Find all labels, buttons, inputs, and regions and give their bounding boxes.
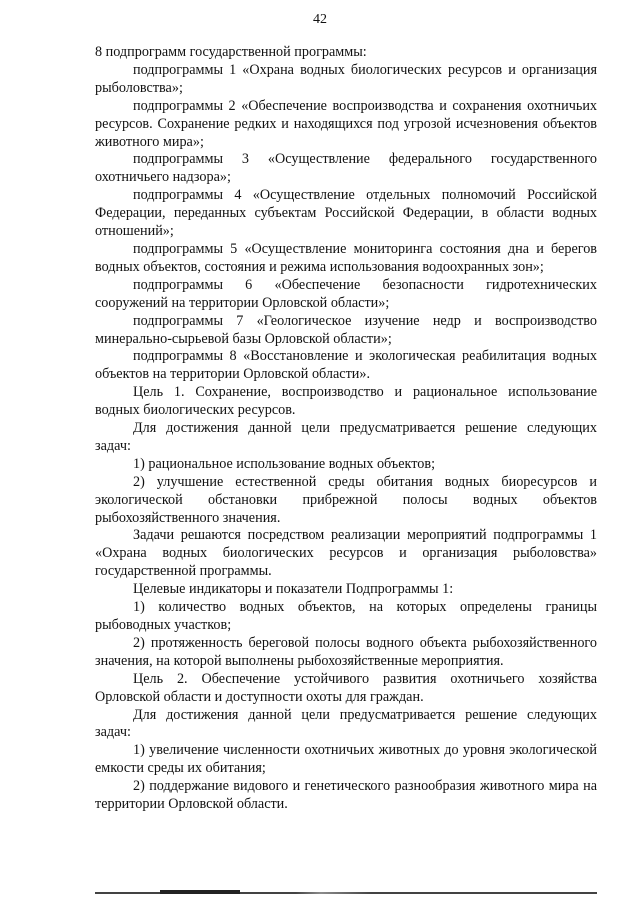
paragraph-intro: 8 подпрограмм государственной программы: bbox=[95, 44, 367, 60]
paragraph-subprogram-3: подпрограммы 3 «Осуществление федерального государственного охотничьего надзора»; bbox=[95, 151, 597, 186]
paragraph-subprogram-1: подпрограммы 1 «Охрана водных биологических ресурсов и организация рыболовства»; bbox=[95, 61, 597, 96]
paragraph-indicator-1: 1) количество водных объектов, на которых определены границы рыбоводных участков; bbox=[95, 599, 597, 633]
paragraph-indicators-intro: Целевые индикаторы и показатели Подпрограммы 1: bbox=[133, 581, 454, 598]
paragraph-goal-1-task-2: 2) улучшение естественной среды обитания водных биоресурсов и экологической обстановки прибрежной полосы водных объектов рыбохозяйственного значения. bbox=[95, 473, 597, 526]
paragraph-goal-2: Цель 2. Обеспечение устойчивого развития охотничьего хозяйства Орловской области и доступности охоты для граждан. bbox=[95, 670, 597, 705]
paragraph-goal-1: Цель 1. Сохранение, воспроизводство и рациональное использование водных биологических ресурсов. bbox=[95, 384, 597, 419]
paragraph-subprogram-7: подпрограммы 7 «Геологическое изучение недр и воспроизводство минерально-сырьевой базы Орловской области»; bbox=[95, 312, 597, 347]
paragraph-subprogram-5: подпрограммы 5 «Осуществление мониторинга состояния дна и берегов водных объектов, состояния и режима использования водоохранных зон»; bbox=[95, 240, 597, 275]
paragraph-goal-2-tasks-intro: Для достижения данной цели предусматривается решение следующих задач: bbox=[95, 706, 597, 741]
paragraph-goal-2-task-1: 1) увеличение численности охотничьих животных до уровня экологической емкости среды их обитания; bbox=[95, 742, 597, 777]
paragraph-goal-1-tasks-intro: Для достижения данной цели предусматривается решение следующих задач: bbox=[95, 420, 597, 454]
paragraph-subprogram-4: подпрограммы 4 «Осуществление отдельных полномочий Российской Федерации, переданных субъектам Российской Федерации, в области водных отношений»; bbox=[95, 187, 597, 240]
document-body bbox=[95, 44, 597, 814]
paragraph-indicator-2: 2) протяженность береговой полосы водного объекта рыбохозяйственного значения, на которой выполнены рыбохозяйственные мероприятия. bbox=[95, 634, 597, 669]
paragraph-subprogram-6: подпрограммы 6 «Обеспечение безопасности гидротехнических сооружений на территории Орловской области»; bbox=[95, 276, 597, 311]
bottom-scan-mark bbox=[160, 890, 240, 894]
paragraph-subprogram-2: подпрограммы 2 «Обеспечение воспроизводства и сохранения охотничьих ресурсов. Сохранение редких и находящихся под угрозой исчезновения объектов животного мира»; bbox=[95, 97, 597, 150]
page-number: 42 bbox=[313, 12, 327, 27]
paragraph-subprogram-8: подпрограммы 8 «Восстановление и экологическая реабилитация водных объектов на территории Орловской области». bbox=[95, 348, 597, 383]
paragraph-goal-2-task-2: 2) поддержание видового и генетического разнообразия животного мира на территории Орловской области. bbox=[95, 778, 597, 813]
paragraph-goal-1-task-1: 1) рациональное использование водных объектов; bbox=[133, 455, 436, 472]
paragraph-tasks-solved: Задачи решаются посредством реализации мероприятий подпрограммы 1 «Охрана водных биологических ресурсов и организация рыболовства» государственной программы. bbox=[95, 527, 597, 580]
